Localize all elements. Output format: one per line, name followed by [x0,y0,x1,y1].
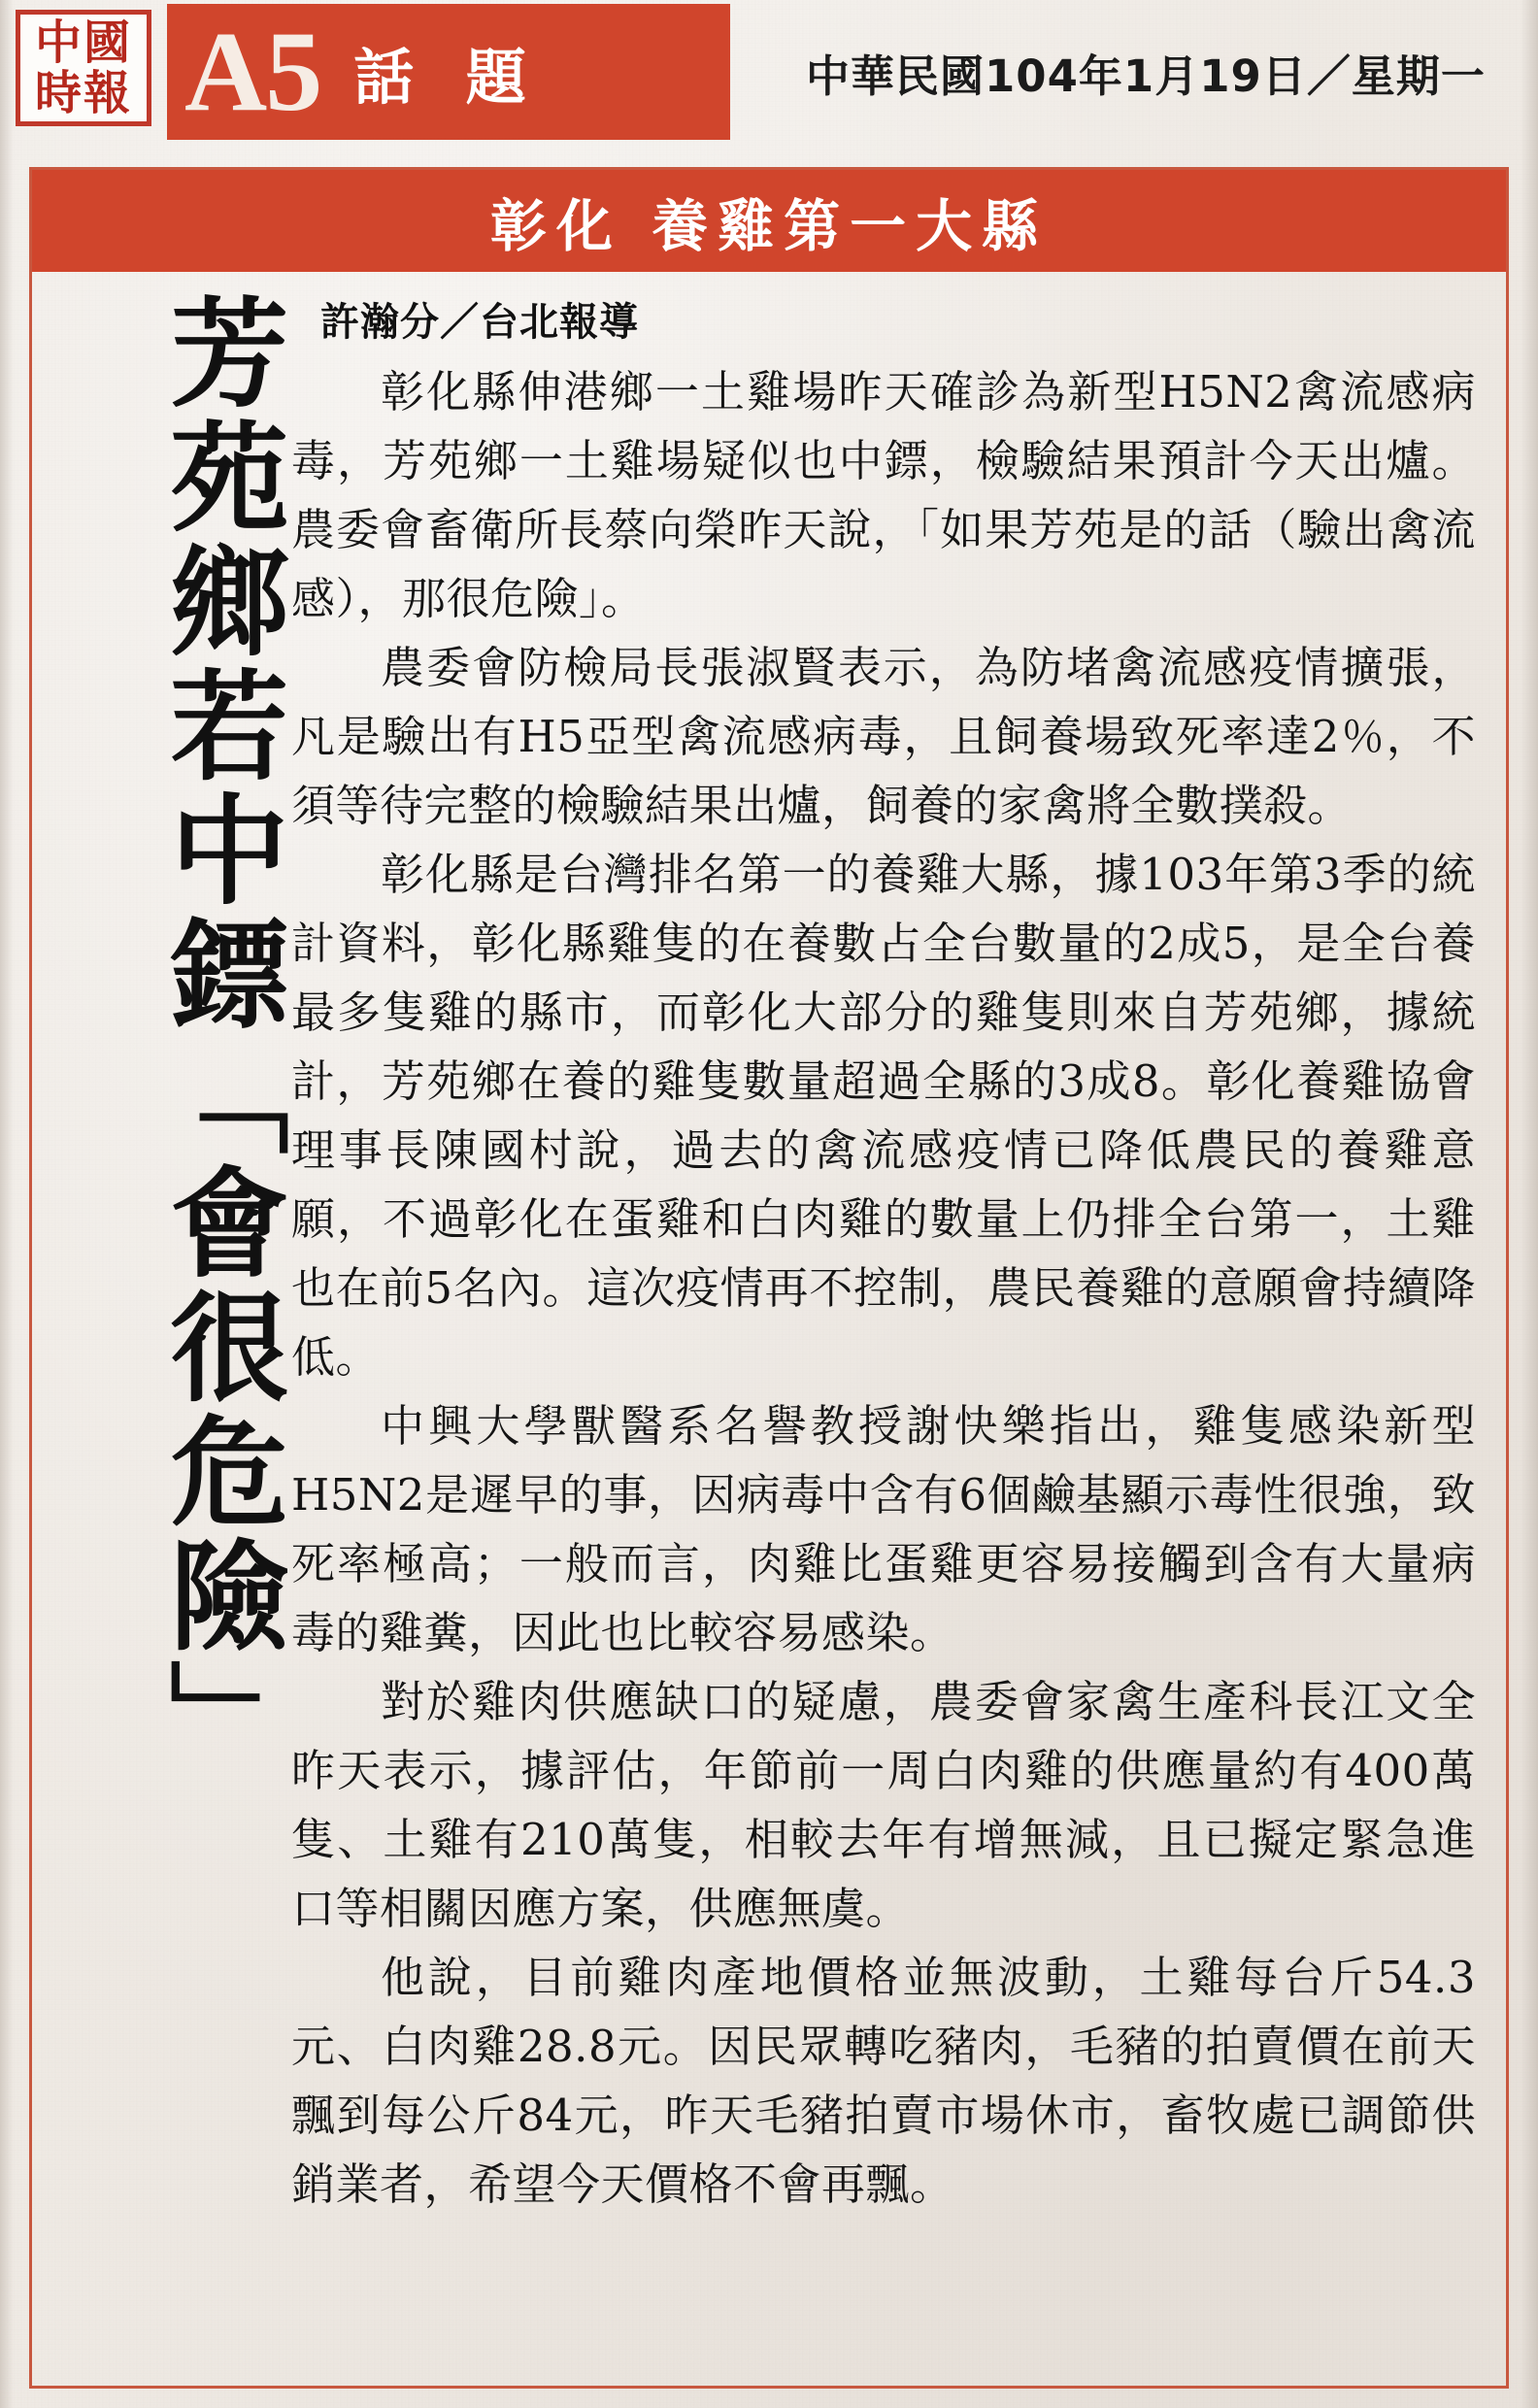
dateline: 中華民國104年1月19日／星期一 [806,50,1486,102]
vertical-headline: 芳苑鄉若中鏢「會很危險」 [150,291,288,1783]
headline-band [32,170,1506,272]
paragraph: 中興大學獸醫系名譽教授謝快樂指出，雞隻感染新型H5N2是遲早的事，因病毒中含有6個鹼基顯示毒性很強，致死率極高；一般而言，肉雞比蛋雞更容易接觸到含有大量病毒的雞糞，因此也比較容易感染。 [291,1400,1476,1658]
paragraph: 彰化縣是台灣排名第一的養雞大縣，據103年第3季的統計資料，彰化縣雞隻的在養數占全台數量的2成5，是全台養最多隻雞的縣市，而彰化大部分的雞隻則來自芳苑鄉，據統計，芳苑鄉在養的雞隻數量超過全縣的3成8。彰化養雞協會理事長陳國村說，過去的禽流感疫情已降低農民的養雞意願，不過彰化在蛋雞和白肉雞的數量上仍排全台第一，土雞也在前5名內。這次疫情再不控制，農民養雞的意願會持續降低。 [291,849,1476,1383]
masthead [0,0,1538,155]
paragraph: 農委會防檢局長張淑賢表示，為防堵禽流感疫情擴張，凡是驗出有H5亞型禽流感病毒，且飼養場致死率達2％，不須等待完整的檢驗結果出爐，飼養的家禽將全數撲殺。 [291,642,1476,831]
headline-band-text: 彰化 養雞第一大縣 [489,192,1049,259]
logo-line-2: 時報 [34,66,132,120]
article-body [291,357,1476,2219]
section-letter: A5 [184,8,321,135]
section-name: 話 題 [353,41,542,113]
page-edge-left [0,0,14,2408]
paragraph: 彰化縣伸港鄉一土雞場昨天確診為新型H5N2禽流感病毒，芳苑鄉一土雞場疑似也中鏢，檢驗結果預計今天出爐。農委會畜衛所長蔡向榮昨天說，「如果芳苑是的話（驗出禽流感），那很危險」。 [291,366,1476,624]
newspaper-logo [16,10,151,126]
section-flag [167,4,730,140]
page-edge-right [1521,0,1538,2408]
logo-line-1: 中國 [34,16,132,70]
byline: 許瀚分／台北報導 [320,300,639,345]
paragraph: 他說，目前雞肉產地價格並無波動，土雞每台斤54.3元、白肉雞28.8元。因民眾轉吃豬肉，毛豬的拍賣價在前天飄到每公斤84元，昨天毛豬拍賣市場休市，畜牧處已調節供銷業者，希望今天價格不會再飄。 [291,1952,1476,2210]
paragraph: 對於雞肉供應缺口的疑慮，農委會家禽生產科長江文全昨天表示，據評估，年節前一周白肉雞的供應量約有400萬隻、土雞有210萬隻，相較去年有增無減，且已擬定緊急進口等相關因應方案，供應無虞。 [291,1676,1476,1934]
